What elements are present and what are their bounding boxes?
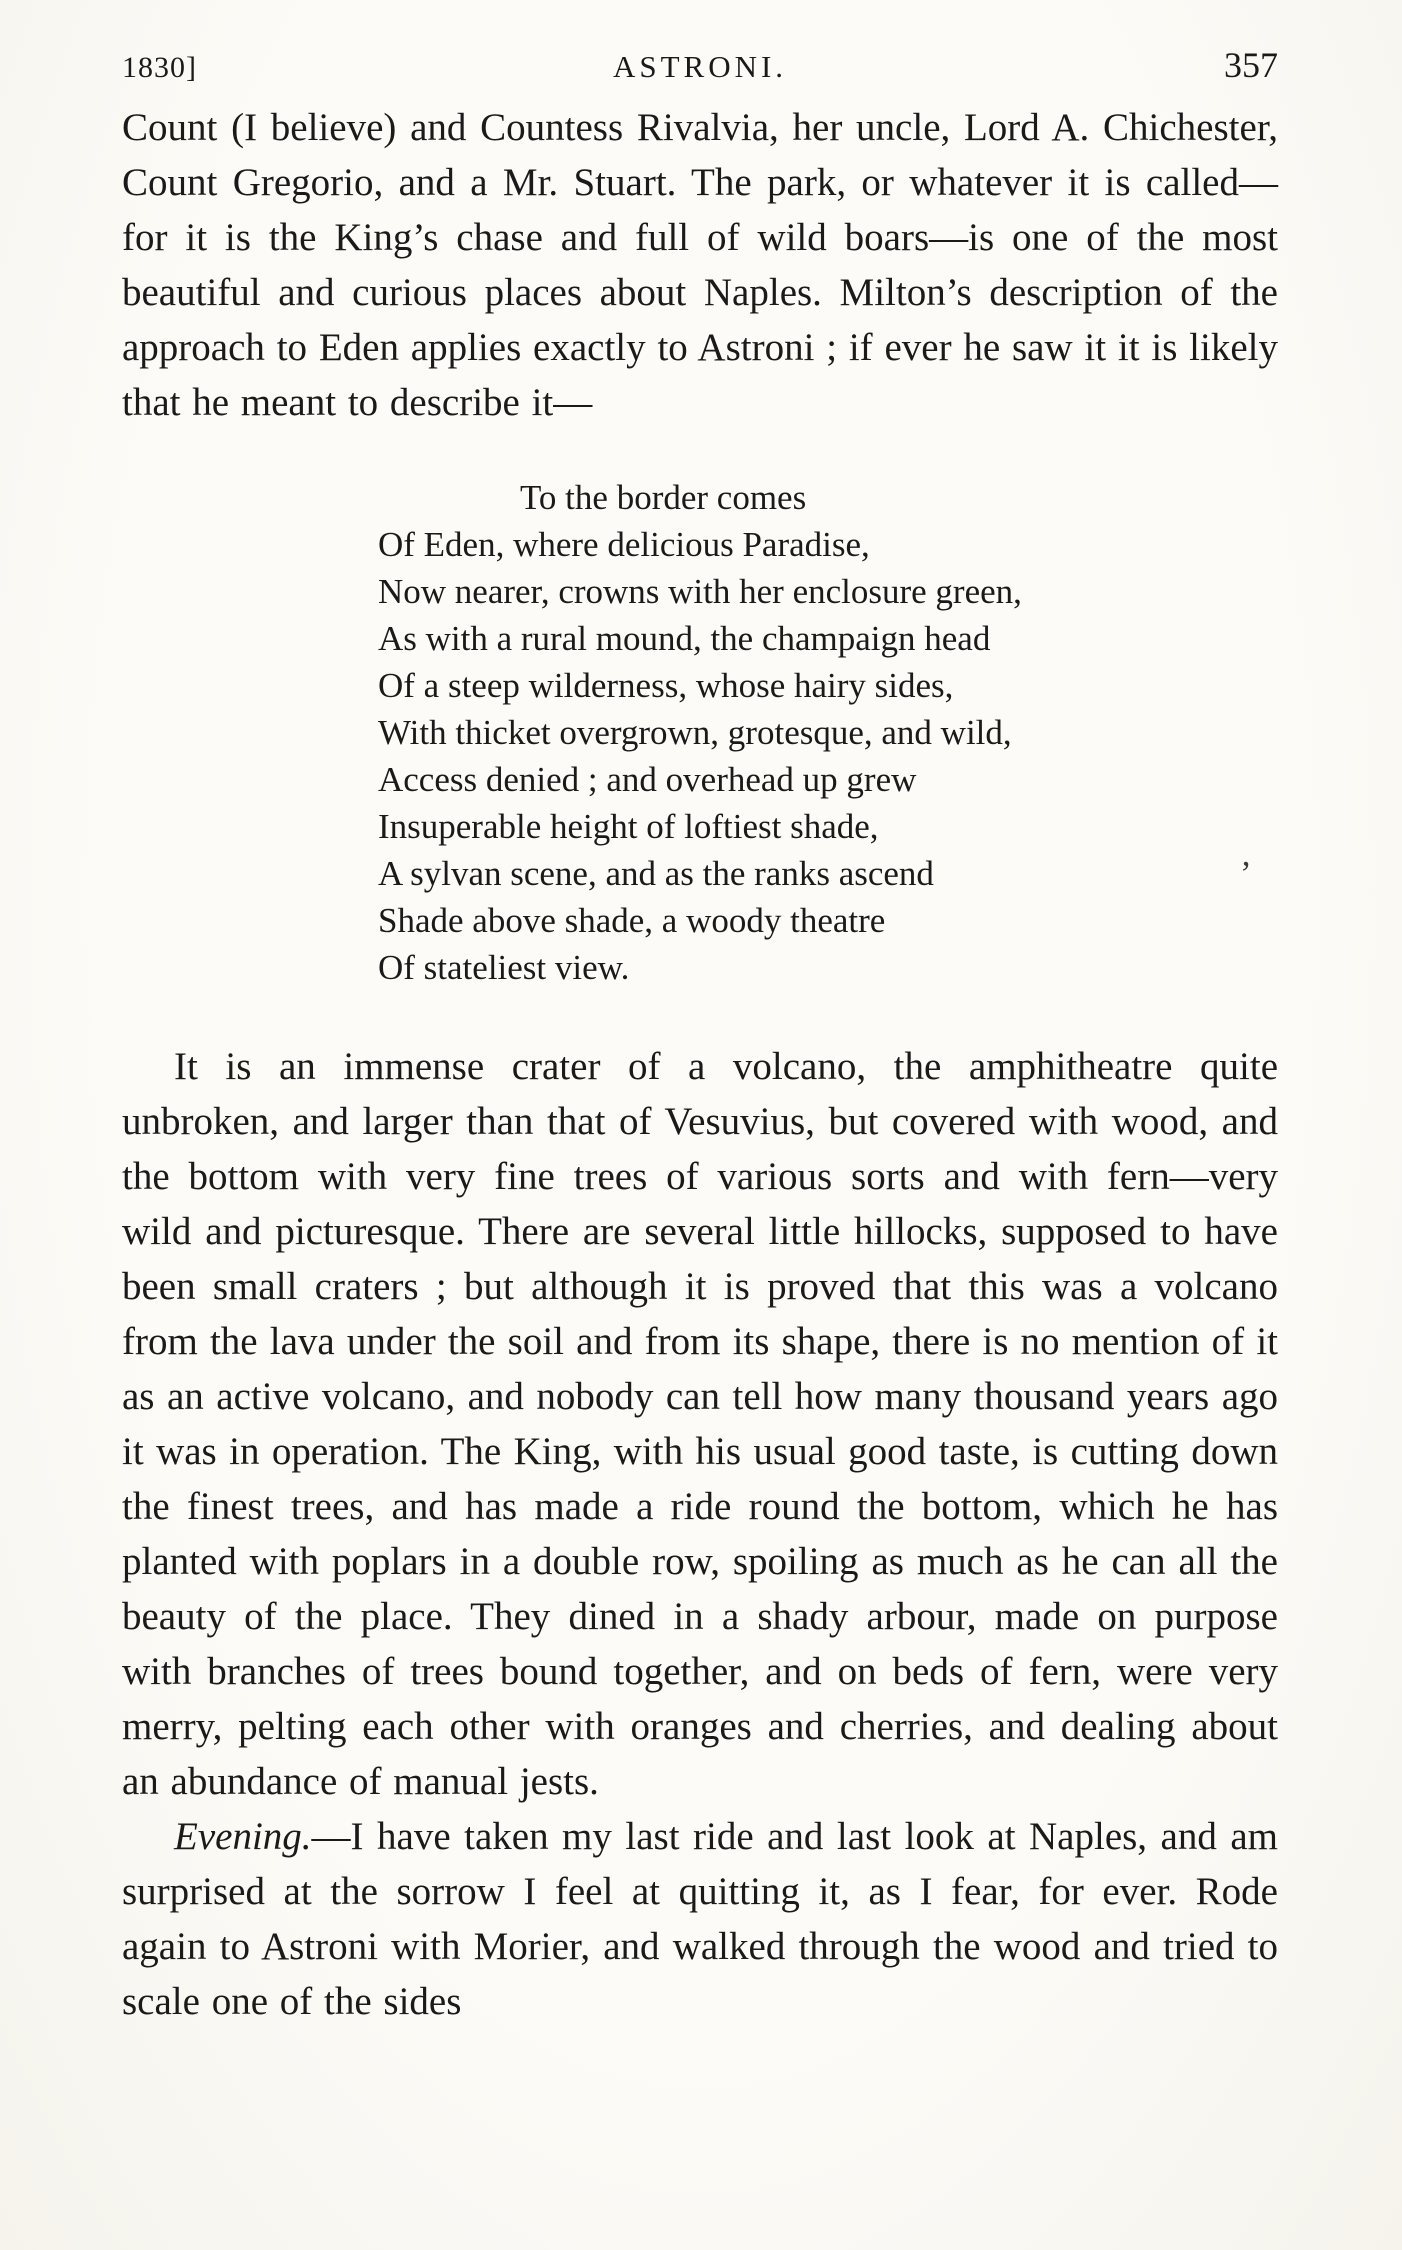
paragraph-continuation: Count (I believe) and Countess Rivalvia, her uncle, Lord A. Chichester, Count Gregorio, and a Mr. Stuart. The park, or whatever it is called—for it is the King’s chase and full of wild boars—is one of the most beautiful and curious places about Naples. Milton’s description of the approach to Eden applies exactly to Astroni ; if ever he saw it it is likely that he meant to describe it— [122,106,1278,424]
paragraph-evening-text: —I have taken my last ride and last look at Naples, and am surprised at the sorrow I feel at quitting it, as I fear, for ever. Rode again to Astroni with Morier, and walked through the wood and tried to scale one of the sides [122,1815,1278,2023]
poem-line: Of stateliest view. [378,948,630,987]
stray-mark: ’ [1240,854,1252,893]
paragraph-evening-entry [122,1809,1278,2029]
running-head [122,44,1278,86]
poem-line: Shade above shade, a woody theatre [378,901,886,940]
text-block [122,100,1278,2029]
poem-quote [378,474,1278,991]
poem-line: Now nearer, crowns with her enclosure green, [378,572,1022,611]
poem-line: Access denied ; and overhead up grew [378,760,917,799]
poem-line: Of Eden, where delicious Paradise, [378,525,870,564]
paragraph-crater-description: It is an immense crater of a volcano, the amphitheatre quite unbroken, and larger than that of Vesuvius, but covered with wood, and the bottom with very fine trees of various sorts and with fern—very wild and picturesque. There are several little hillocks, supposed to have been small craters ; but although it is proved that this was a volcano from the lava under the soil and from its shape, there is no mention of it as an active volcano, and nobody can tell how many thousand years ago it was in operation. The King, with his usual good taste, is cutting down the finest trees, and has made a ride round the bottom, which he has planted with poplars in a double row, spoiling as much as he can all the beauty of the place. They dined in a shady arbour, made on purpose with branches of trees bound together, and on beds of fern, were very merry, pelting each other with oranges and cherries, and dealing about an abundance of manual jests. [122,1045,1278,1803]
running-head-year: 1830] [122,51,197,84]
poem-line: Of a steep wilderness, whose hairy sides, [378,666,954,705]
poem-line: As with a rural mound, the champaign head [378,619,991,658]
page-number: 357 [1224,45,1278,85]
paragraph-lead-italic: Evening. [174,1815,312,1858]
poem-line: Insuperable height of loftiest shade, [378,807,879,846]
poem-line: A sylvan scene, and as the ranks ascend [378,854,934,893]
running-head-title: ASTRONI. [612,49,788,84]
poem-line: With thicket overgrown, grotesque, and wild, [378,713,1012,752]
poem-line: To the border comes [520,478,807,517]
